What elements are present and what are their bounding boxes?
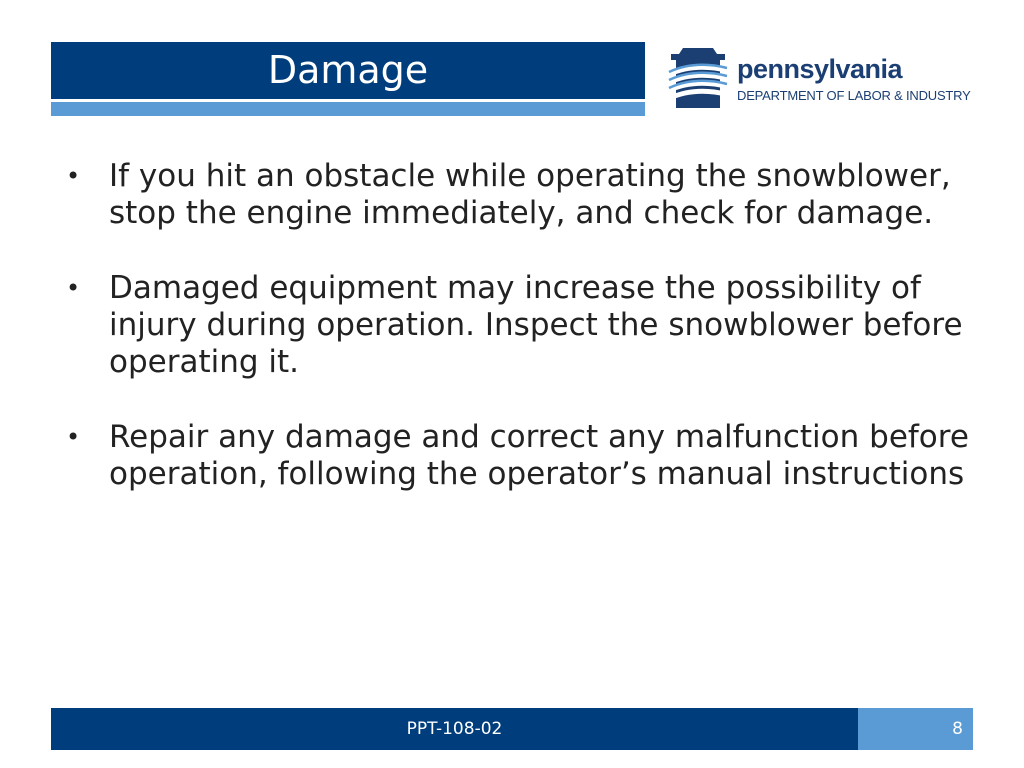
footer-code: PPT-108-02 bbox=[406, 719, 503, 739]
pa-logo bbox=[667, 46, 987, 112]
bullet-text: Repair any damage and correct any malfunction before operation, following the operator’s manual instructions bbox=[109, 419, 969, 492]
logo-name: pennsylvania bbox=[737, 54, 903, 84]
bullet-marker: • bbox=[66, 423, 81, 451]
bullet-item bbox=[66, 419, 976, 493]
keystone-icon bbox=[667, 46, 729, 110]
bullet-text: If you hit an obstacle while operating the snowblower, stop the engine immediately, and check for damage. bbox=[109, 158, 951, 231]
bullet-marker: • bbox=[66, 162, 81, 190]
logo-subtitle: DEPARTMENT OF LABOR & INDUSTRY bbox=[737, 88, 971, 103]
bullet-marker: • bbox=[66, 274, 81, 302]
bullet-text: Damaged equipment may increase the possibility of injury during operation. Inspect the snowblower before operating it. bbox=[109, 270, 963, 380]
slide-title: Damage bbox=[267, 48, 429, 92]
footer-bar bbox=[51, 708, 858, 750]
title-accent-stripe bbox=[51, 102, 645, 116]
title-bar bbox=[51, 42, 645, 99]
bullet-item bbox=[66, 158, 976, 232]
page-number: 8 bbox=[952, 719, 963, 739]
bullet-item bbox=[66, 270, 976, 381]
page-number-box bbox=[858, 708, 973, 750]
bullet-list bbox=[66, 158, 976, 531]
